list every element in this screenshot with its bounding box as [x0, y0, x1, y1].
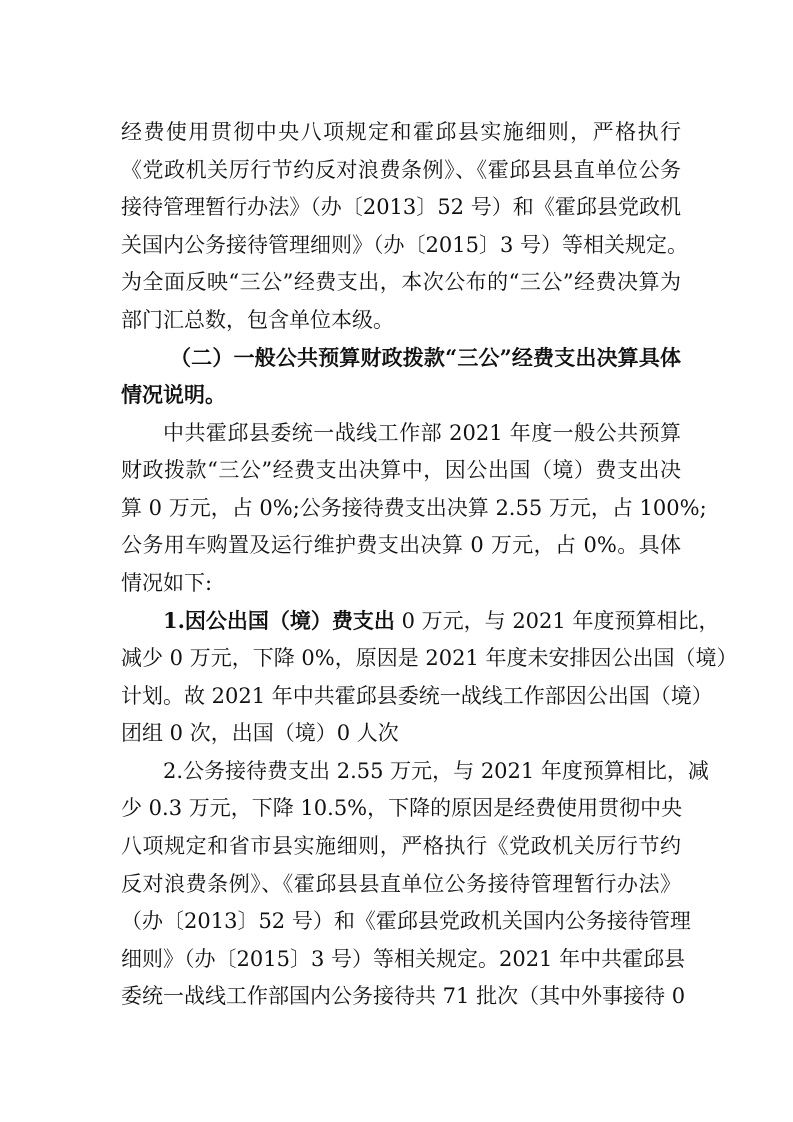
paragraph-line: 经费使用贯彻中央八项规定和霍邱县实施细则，严格执行 — [121, 120, 681, 144]
subsection-label: 1.因公出国（境）费支出 — [163, 608, 395, 633]
paragraph-line: 少 0.3 万元，下降 10.5%，下降的原因是经费使用贯彻中央 — [121, 796, 683, 820]
paragraph-line: 接待管理暂行办法》（办〔2013〕52 号）和《霍邱县党政机 — [121, 195, 681, 219]
paragraph-line: 2.公务接待费支出 2.55 万元，与 2021 年度预算相比，减 — [163, 759, 709, 783]
paragraph-text: 0 万元，与 2021 年度预算相比， — [394, 609, 720, 633]
paragraph-line: 《党政机关厉行节约反对浪费条例》、《霍邱县县直单位公务 — [121, 158, 681, 182]
paragraph-line: 细则》（办〔2015〕3 号）等相关规定。2021 年中共霍邱县 — [121, 947, 686, 971]
paragraph-line: 公务用车购置及运行维护费支出决算 0 万元，占 0%。具体 — [121, 533, 681, 557]
paragraph-line: 算 0 万元，占 0%;公务接待费支出决算 2.55 万元，占 100%; — [121, 496, 707, 520]
section-heading: （二）一般公共预算财政拨款“三公”经费支出决算具体 — [170, 345, 681, 370]
paragraph-line: 委统一战线工作部国内公务接待共 71 批次（其中外事接待 0 — [121, 984, 686, 1008]
paragraph-line: 情况如下: — [121, 571, 213, 595]
paragraph-line: 部门汇总数，包含单位本级。 — [121, 308, 394, 332]
paragraph-line: 中共霍邱县委统一战线工作部 2021 年度一般公共预算 — [163, 421, 681, 445]
paragraph-line: 财政拨款“三公”经费支出决算中，因公出国（境）费支出决 — [121, 458, 681, 482]
paragraph-line: 关国内公务接待管理细则》（办〔2015〕3 号）等相关规定。 — [121, 233, 688, 257]
paragraph-line: 八项规定和省市县实施细则，严格执行《党政机关厉行节约 — [121, 834, 681, 858]
paragraph-line: 反对浪费条例》、《霍邱县县直单位公务接待管理暂行办法》 — [121, 872, 681, 896]
paragraph-line: 为全面反映“三公”经费支出，本次公布的“三公”经费决算为 — [121, 270, 681, 294]
paragraph-line: 计划。故 2021 年中共霍邱县委统一战线工作部因公出国（境） — [121, 684, 713, 708]
paragraph-line: 减少 0 万元，下降 0%，原因是 2021 年度未安排因公出国（境） — [121, 646, 738, 670]
section-heading: 情况说明。 — [121, 382, 226, 407]
paragraph-line: 团组 0 次，出国（境）0 人次 — [121, 721, 399, 745]
paragraph-line: （办〔2013〕52 号）和《霍邱县党政机关国内公务接待管理 — [121, 909, 691, 933]
paragraph-line — [163, 607, 720, 635]
